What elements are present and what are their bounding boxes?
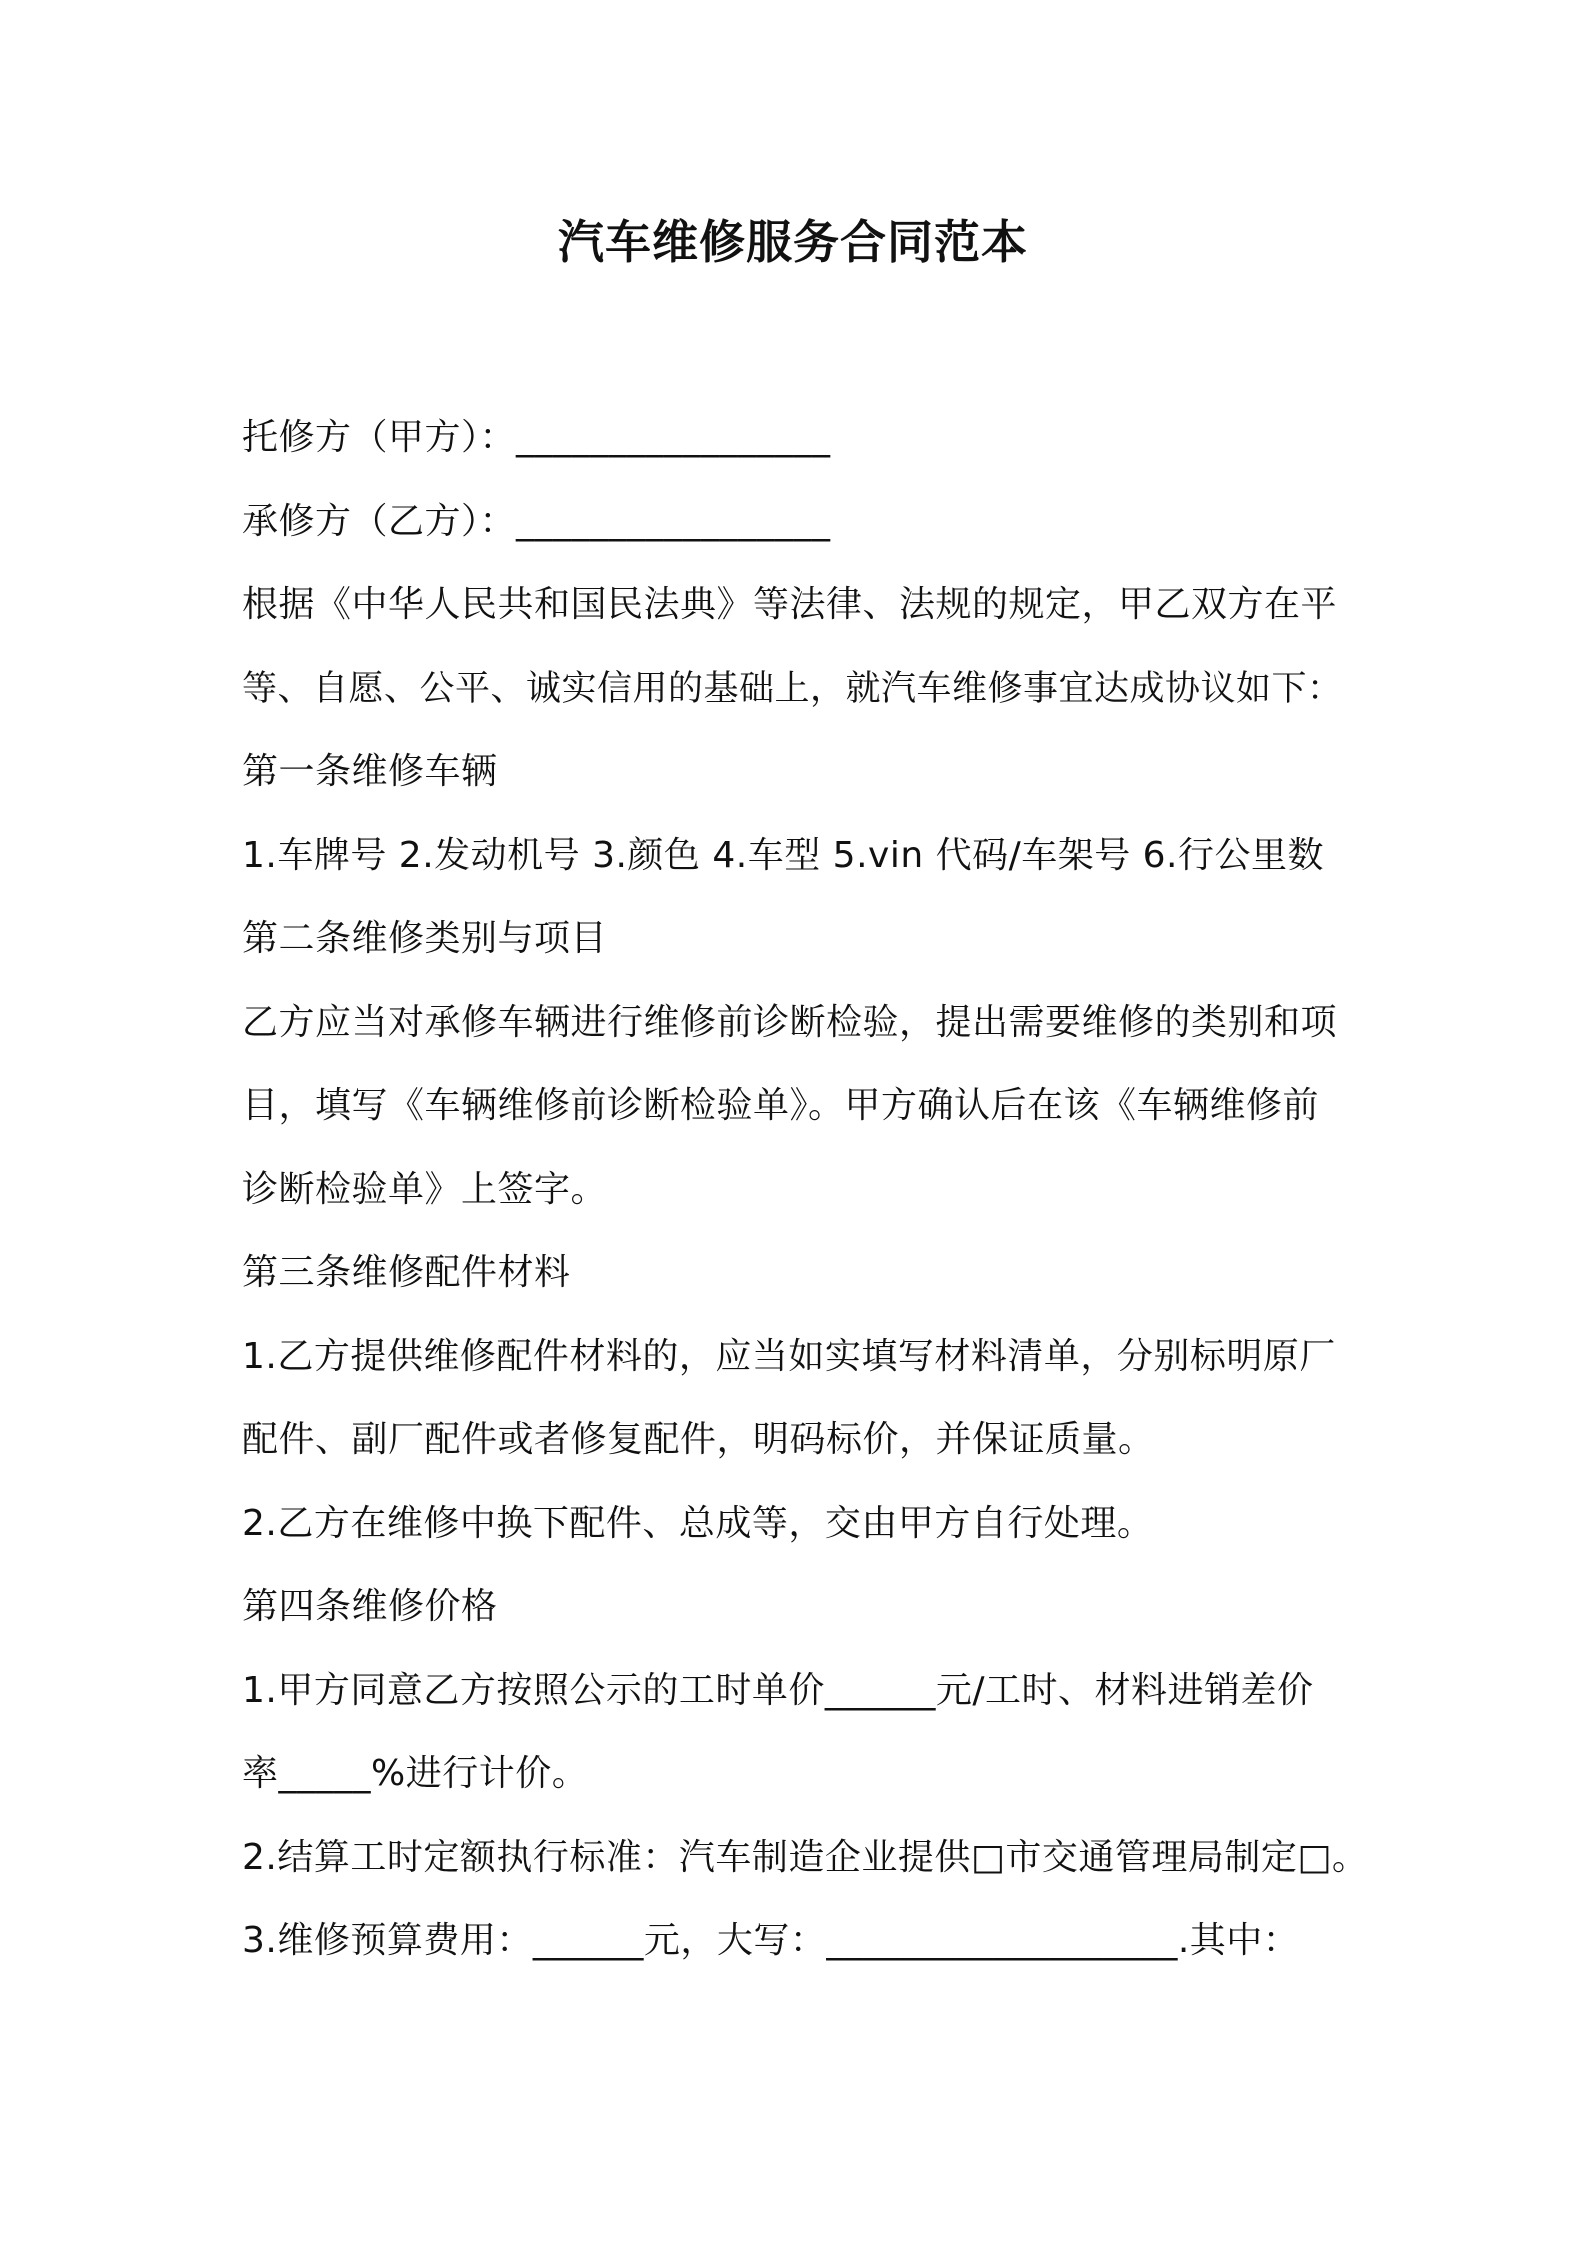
- article-4-clause-3: 3.维修预算费用：______元，大写：___________________.其中：: [242, 1920, 1300, 1961]
- article-4-heading: 第四条维修价格: [242, 1586, 498, 1627]
- article-3-clause-1-line-2: 配件、副厂配件或者修复配件，明码标价，并保证质量。: [242, 1419, 1155, 1460]
- document-title: 汽车维修服务合同范本: [558, 215, 1028, 269]
- intro-paragraph-line-2: 等、自愿、公平、诚实信用的基础上，就汽车维修事宜达成协议如下：: [242, 669, 1343, 709]
- party-b-line: 承修方（乙方）：_________________: [242, 501, 831, 542]
- article-1-heading: 第一条维修车辆: [242, 751, 498, 792]
- article-2-line-2: 目，填写《车辆维修前诊断检验单》。甲方确认后在该《车辆维修前: [242, 1085, 1320, 1126]
- article-3-clause-2: 2.乙方在维修中换下配件、总成等，交由甲方自行处理。: [242, 1503, 1154, 1544]
- party-a-line: 托修方（甲方）：_________________: [242, 417, 831, 458]
- article-3-clause-1-line-1: 1.乙方提供维修配件材料的，应当如实填写材料清单，分别标明原厂: [242, 1336, 1336, 1377]
- intro-paragraph-line-1: 根据《中华人民共和国民法典》等法律、法规的规定，甲乙双方在平: [242, 584, 1338, 625]
- article-4-clause-1-line-2: 率_____%进行计价。: [242, 1753, 589, 1794]
- article-4-clause-1-line-1: 1.甲方同意乙方按照公示的工时单价______元/工时、材料进销差价: [242, 1670, 1314, 1711]
- article-3-heading: 第三条维修配件材料: [242, 1252, 571, 1293]
- article-2-line-3: 诊断检验单》上签字。: [242, 1169, 608, 1210]
- article-1-items: 1.车牌号 2.发动机号 3.颜色 4.车型 5.vin 代码/车架号 6.行公里数: [242, 835, 1324, 876]
- article-2-heading: 第二条维修类别与项目: [242, 918, 608, 959]
- article-2-line-1: 乙方应当对承修车辆进行维修前诊断检验，提出需要维修的类别和项: [242, 1002, 1338, 1043]
- article-4-clause-2: 2.结算工时定额执行标准：汽车制造企业提供□市交通管理局制定□。: [242, 1837, 1369, 1878]
